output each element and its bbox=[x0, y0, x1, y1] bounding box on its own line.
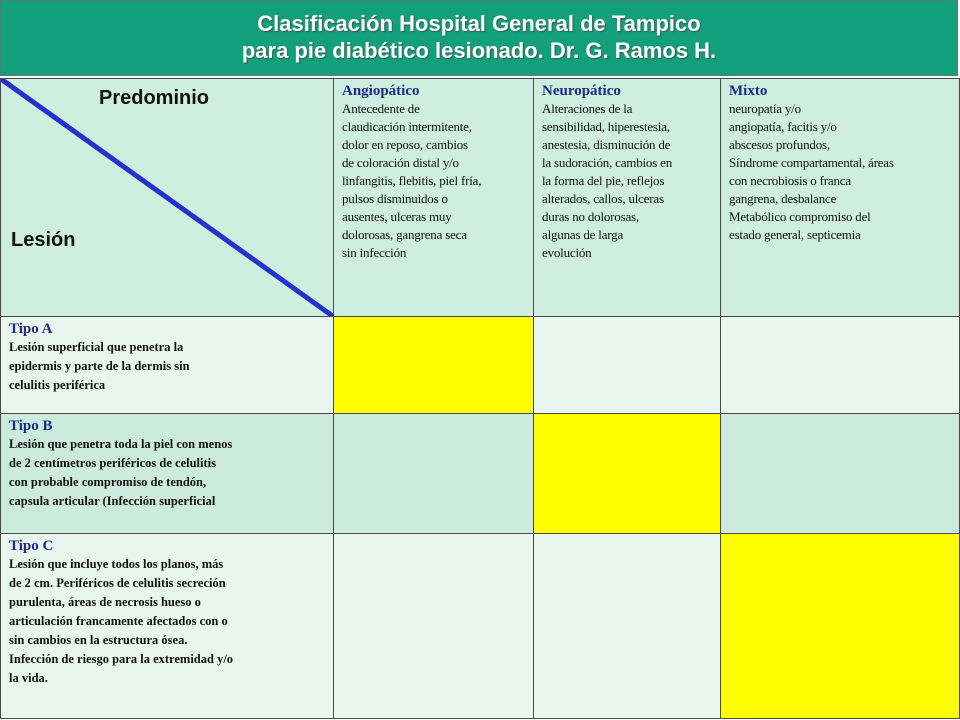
row-heading: Tipo C bbox=[9, 538, 54, 554]
row-header bbox=[1, 317, 334, 414]
row-heading: Tipo B bbox=[9, 418, 53, 434]
column-description: Antecedente de claudicación intermitente, dolor en reposo, cambios de coloración distal y/o linfangitis, flebitis, piel fría, pulsos disminuidos o ausentes, ulceras muy dolorosas, gangrena seca sin infección bbox=[342, 101, 482, 260]
column-heading: Neuropático bbox=[542, 83, 621, 99]
column-heading: Angiopático bbox=[342, 83, 420, 99]
table-cell bbox=[721, 317, 960, 414]
slide-title bbox=[0, 0, 958, 76]
row-description: Lesión superficial que penetra la epidermis y parte de la dermis sin celulitis periférica bbox=[9, 340, 190, 392]
row-tipo-a bbox=[1, 317, 960, 414]
row-heading: Tipo A bbox=[9, 321, 53, 337]
column-heading: Mixto bbox=[729, 83, 768, 99]
highlighted-cell bbox=[334, 317, 534, 414]
row-header bbox=[1, 414, 334, 534]
row-description: Lesión que incluye todos los planos, más de 2 cm. Periféricos de celulitis secreción purulenta, áreas de necrosis hueso o articulación francamente afectados con o sin cambios en la estructura ósea. Infección de riesgo para la extremidad y/o la vida. bbox=[9, 557, 234, 685]
table-cell bbox=[534, 317, 721, 414]
column-description: neuropatía y/o angiopatía, facitis y/o abscesos profundos, Síndrome compartamental, áreas con necrobiosis o franca gangrena, desbalance Metabólico compromiso del estado general, septicemia bbox=[729, 101, 894, 242]
table-cell bbox=[334, 414, 534, 534]
header-row bbox=[1, 79, 960, 317]
corner-cell bbox=[1, 79, 334, 317]
highlighted-cell bbox=[721, 534, 960, 719]
column-header-mixto bbox=[721, 79, 960, 317]
row-tipo-c bbox=[1, 534, 960, 719]
column-header-angiopatico bbox=[334, 79, 534, 317]
column-description: Alteraciones de la sensibilidad, hiperestesia, anestesia, disminución de la sudoración, cambios en la forma del pie, reflejos alterados, callos, ulceras duras no dolorosas, algunas de larga evolución bbox=[542, 101, 673, 260]
row-header bbox=[1, 534, 334, 719]
column-header-neuropatico bbox=[534, 79, 721, 317]
diagonal-line bbox=[1, 79, 334, 317]
table-cell bbox=[721, 414, 960, 534]
title-line-1: Clasificación Hospital General de Tampico bbox=[257, 11, 701, 36]
title-line-2: para pie diabético lesionado. Dr. G. Ramos H. bbox=[241, 38, 717, 63]
row-description: Lesión que penetra toda la piel con menos de 2 centímetros periféricos de celulitis con probable compromiso de tendón, capsula articular (Infección superficial bbox=[9, 437, 233, 508]
lesion-label: Lesión bbox=[11, 229, 76, 251]
table-cell bbox=[334, 534, 534, 719]
table-cell bbox=[534, 534, 721, 719]
row-tipo-b bbox=[1, 414, 960, 534]
highlighted-cell bbox=[534, 414, 721, 534]
predominio-label: Predominio bbox=[99, 87, 210, 109]
classification-table bbox=[0, 78, 960, 719]
